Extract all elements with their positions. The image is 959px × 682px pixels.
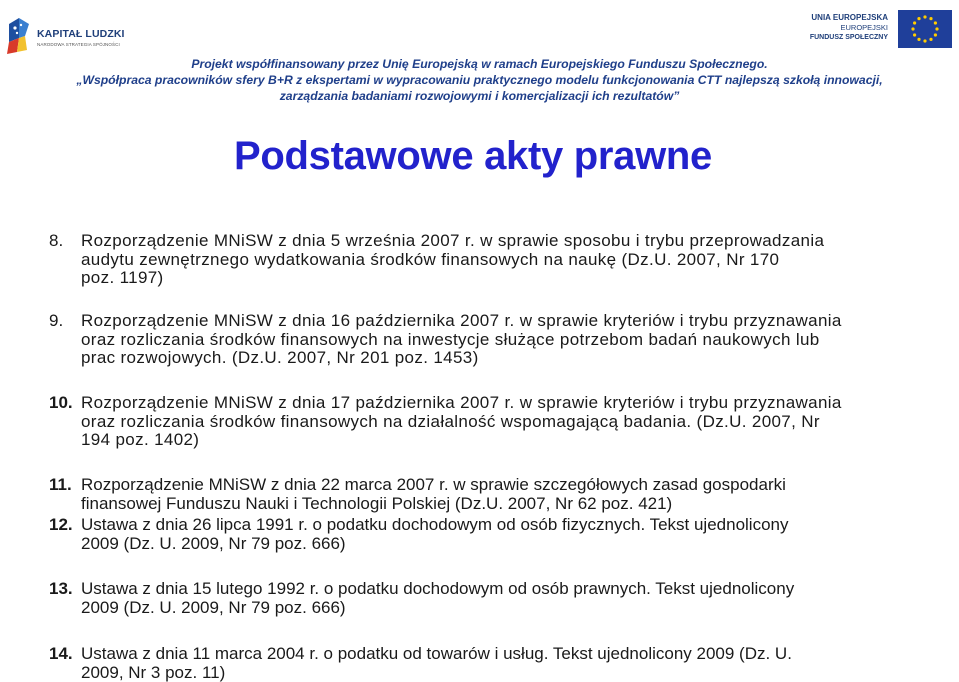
list-item-text: Ustawa z dnia 26 lipca 1991 r. o podatku dochodowym od osób fizycznych. Tekst ujednolicony 2009 (Dz. U. 2009, Nr 79 poz. 666) [81, 515, 789, 553]
eu-logo-line2: EUROPEJSKI [840, 23, 888, 32]
list-item-text: Rozporządzenie MNiSW z dnia 17 października 2007 r. w sprawie kryteriów i trybu przyznawania oraz rozliczania środków finansowych na działalność wspomagającą badania. (Dz.U. 2007, Nr 194 poz. 1402) [81, 393, 842, 449]
list-item-text: Rozporządzenie MNiSW z dnia 5 września 2007 r. w sprawie sposobu i trybu przeprowadzania audytu zewnętrznego wydatkowania środków finansowych na naukę (Dz.U. 2007, Nr 170 poz. 1197) [81, 231, 825, 287]
list-item-number: 9. [49, 311, 64, 330]
list-item-text: Rozporządzenie MNiSW z dnia 22 marca 2007 r. w sprawie szczegółowych zasad gospodarki finansowej Funduszu Nauki i Technologii Polskiej (Dz.U. 2007, Nr 62 poz. 421) [81, 475, 786, 513]
eu-logo-line3: FUNDUSZ SPOŁECZNY [809, 34, 888, 41]
kapital-ludzki-title: KAPITAŁ LUDZKI [37, 28, 125, 40]
list-item-text: Ustawa z dnia 11 marca 2004 r. o podatku od towarów i usług. Tekst ujednolicony 2009 (Dz. U. 2009, Nr 3 poz. 11) [81, 644, 792, 682]
list-item-number: 14. [49, 644, 73, 663]
list-item-text: Ustawa z dnia 15 lutego 1992 r. o podatku dochodowym od osób prawnych. Tekst ujednolicony 2009 (Dz. U. 2009, Nr 79 poz. 666) [81, 579, 795, 617]
list-item-text: Rozporządzenie MNiSW z dnia 16 października 2007 r. w sprawie kryteriów i trybu przyznawania oraz rozliczania środków finansowych na inwestycje służące potrzebom badań naukowych lub prac rozwojowych. (Dz.U. 2007, Nr 201 poz. 1453) [81, 311, 842, 367]
page-title: Podstawowe akty prawne [234, 134, 712, 178]
list-item-number: 8. [49, 231, 64, 250]
list-item-number: 12. [49, 515, 73, 534]
kapital-ludzki-subtitle: NARODOWA STRATEGIA SPÓJNOŚCI [37, 42, 120, 47]
list-item-number: 10. [49, 393, 73, 412]
eu-logo-line1: UNIA EUROPEJSKA [811, 13, 888, 22]
list-item-number: 11. [49, 475, 72, 494]
list-item-number: 13. [49, 579, 73, 598]
project-line-3: zarządzania badaniami rozwojowymi i komercjalizacji ich rezultatów” [279, 89, 680, 103]
project-line-1: Projekt współfinansowany przez Unię Europejską w ramach Europejskiego Funduszu Społecznego. [191, 57, 768, 71]
project-line-2: „Współpraca pracowników sfery B+R z ekspertami w wypracowaniu praktycznego modelu funkcjonowania CTT najlepszą szkołą innowacji, [76, 73, 883, 87]
